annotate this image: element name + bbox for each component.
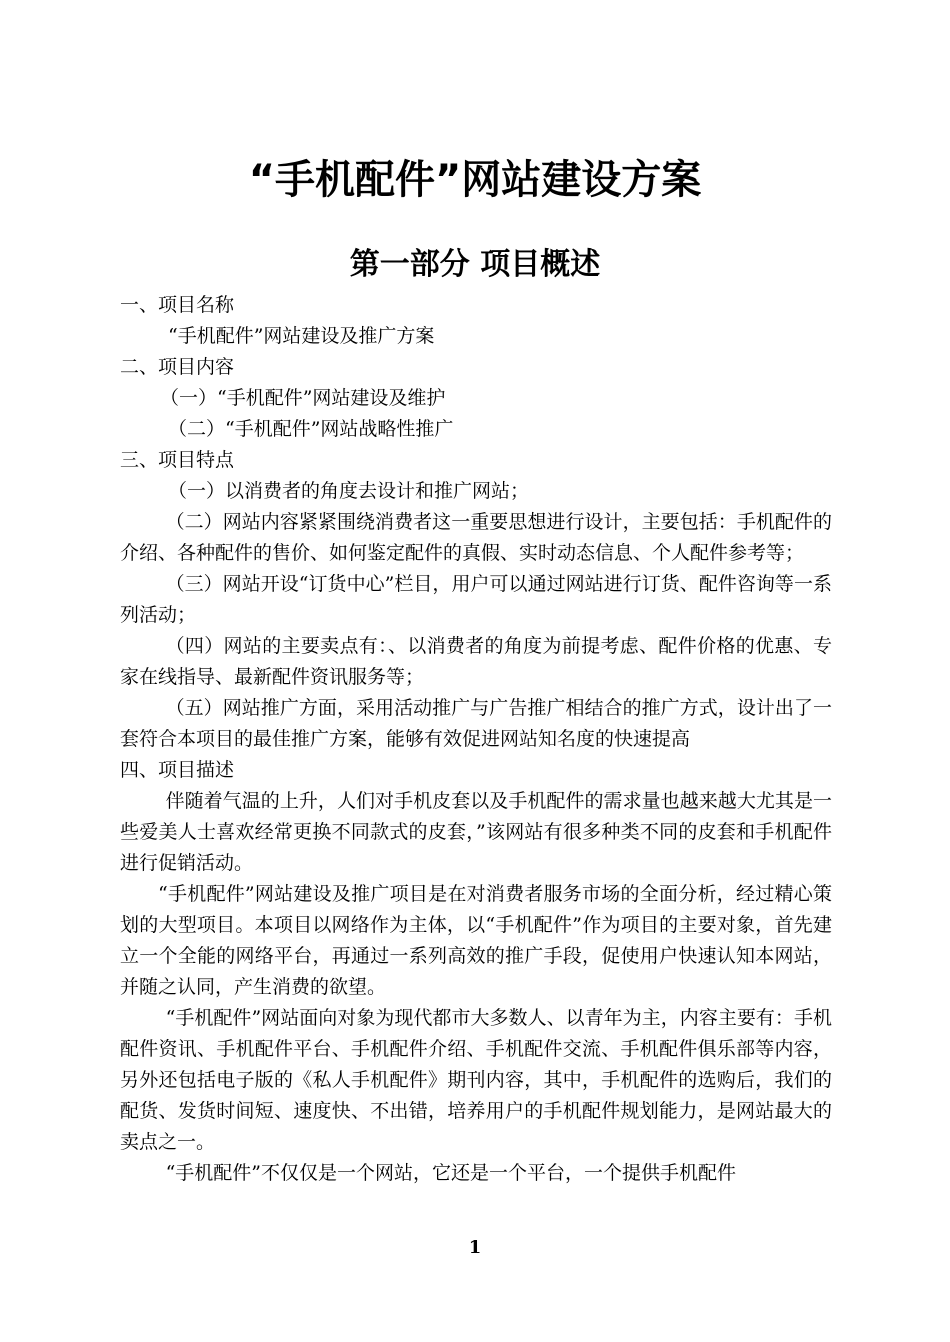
feature-item: （二）网站内容紧紧围绕消费者这一重要思想进行设计，主要包括：手机配件的介绍、各种配件的售价、如何鉴定配件的真假、实时动态信息、个人配件参考等； bbox=[120, 511, 832, 564]
content-item: （一）“手机配件”网站建设及维护 bbox=[160, 387, 446, 409]
document-body bbox=[120, 290, 832, 1189]
feature-item: （五）网站推广方面，采用活动推广与广告推广相结合的推广方式，设计出了一套符合本项目的最佳推广方案，能够有效促进网站知名度的快速提高 bbox=[120, 697, 832, 750]
part-title: 第一部分 项目概述 bbox=[349, 247, 601, 282]
section-heading-project-description: 四、项目描述 bbox=[120, 759, 235, 781]
description-paragraph: 伴随着气温的上升，人们对手机皮套以及手机配件的需求量也越来越大尤其是一些爱美人士喜欢经常更换不同款式的皮套，”该网站有很多种类不同的皮套和手机配件进行促销活动。 bbox=[120, 790, 832, 874]
description-paragraph: “手机配件”网站建设及推广项目是在对消费者服务市场的全面分析，经过精心策划的大型项目。本项目以网络作为主体，以“手机配件”作为项目的主要对象，首先建立一个全能的网络平台，再通过一系列高效的推广手段，促使用户快速认知本网站，并随之认同，产生消费的欲望。 bbox=[120, 883, 832, 998]
description-paragraph: “手机配件”不仅仅是一个网站，它还是一个平台，一个提供手机配件 bbox=[165, 1162, 737, 1184]
section-heading-project-features: 三、项目特点 bbox=[120, 449, 235, 471]
project-name-text: “手机配件”网站建设及推广方案 bbox=[168, 325, 435, 347]
description-paragraph: “手机配件”网站面向对象为现代都市大多数人、以青年为主，内容主要有：手机配件资讯、手机配件平台、手机配件介绍、手机配件交流、手机配件俱乐部等内容，另外还包括电子版的《私人手机配件》期刊内容，其中，手机配件的选购后，我们的配货、发货时间短、速度快、不出错，培养用户的手机配件规划能力，是网站最大的卖点之一。 bbox=[120, 1007, 832, 1153]
section-heading-project-content: 二、项目内容 bbox=[120, 356, 235, 378]
feature-item: （三）网站开设“订货中心”栏目，用户可以通过网站进行订货、配件咨询等一系列活动； bbox=[120, 573, 832, 626]
page-number: 1 bbox=[468, 1237, 482, 1258]
feature-item: （四）网站的主要卖点有：、以消费者的角度为前提考虑、配件价格的优惠、专家在线指导、最新配件资讯服务等； bbox=[120, 635, 832, 688]
section-heading-project-name: 一、项目名称 bbox=[120, 294, 235, 316]
content-item: （二）“手机配件”网站战略性推广 bbox=[168, 418, 454, 440]
feature-item: （一）以消费者的角度去设计和推广网站； bbox=[168, 480, 530, 502]
document-title: “手机配件”网站建设方案 bbox=[248, 157, 702, 203]
